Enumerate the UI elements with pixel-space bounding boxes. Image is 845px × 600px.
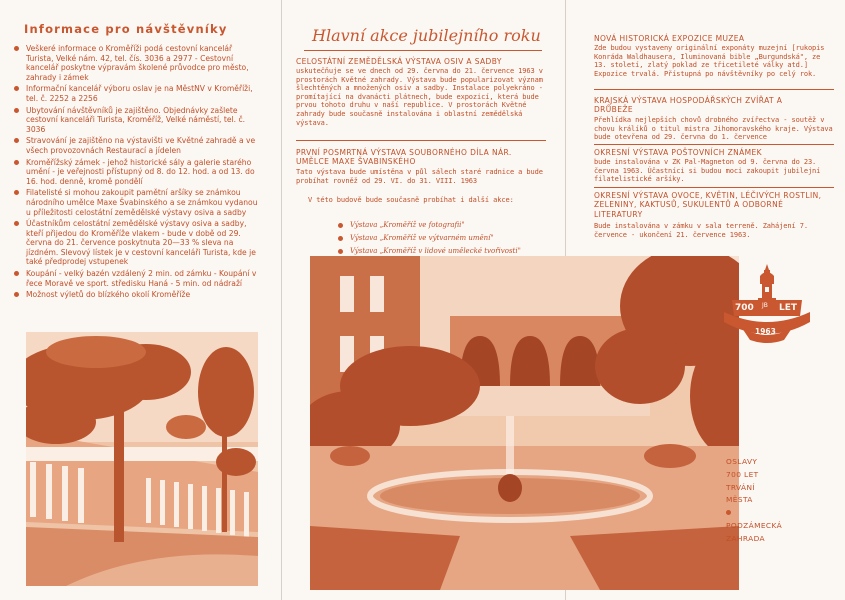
bullet-icon [14, 190, 19, 195]
other-events-intro: V této budově bude současně probíhat i další akce: [308, 196, 514, 204]
bullet-icon [14, 292, 19, 297]
svabinsky-exhibition-text: Tato výstava bude umístěna v půl sálech staré radnice a bude probíhat rovněž od 29. VI. do 31. VIII. 1963 [296, 168, 543, 185]
fruit-exhibition-heading: OKRESNÍ VÝSTAVA OVOCE, KVĚTIN, LÉČIVÝCH ROSTLIN, ZELENINY, KAKTUSŮ, SUKULENTŮ A ODBORNÉ LITERATURY [594, 191, 822, 219]
divider-3 [594, 187, 834, 188]
bullet-icon [14, 221, 19, 226]
stamps-exhibition-text: bude instalována v ZK Pal-Magneton od 9. června do 23. června 1963. Účastníci si budou moci zakoupit jubilejní filatelistické aršíky. [594, 158, 821, 184]
museum-exhibition-text: Zde budou vystaveny originální exponáty muzejní [rukopis Konráda Waldhausera, Iluminovaná bible „Burgundská", ze 13. století, zlatý poklad ze třicetileté války atd.] Expozice trvalá. Přístupná po návštěvníky po celý rok. [594, 44, 825, 78]
bullet-icon [338, 249, 343, 254]
info-item-text: Veškeré informace o Kroměříži podá cestovní kancelář Turista, Velké nám. 42, tel. čís. 3036 a 2977 - Cestovní kancelář poskytne výpravám školené průvodce pro město, zahrady i zámek [26, 44, 249, 82]
livestock-exhibition-heading: KRAJSKÁ VÝSTAVA HOSPODÁŘSKÝCH ZVÍŘAT A DRŮBEŽE [594, 96, 783, 115]
info-list-item [12, 188, 262, 217]
divider-1 [594, 89, 834, 90]
exhibition-item-text: Výstava „Kroměříž v lidové umělecké tvořivosti" [350, 247, 521, 255]
colonnade-photo [26, 332, 258, 586]
info-item-text: Ubytování návštěvníků je zajištěno. Objednávky zašlete cestovní kanceláři Turista, Kroměříž, Velké náměstí, tel. č. 3036 [26, 105, 246, 134]
bullet-icon [14, 271, 19, 276]
side-line-2: 700 LET [726, 469, 759, 479]
logo-small: JB [762, 302, 768, 309]
info-item-text: Účastníkům celostátní zemědělské výstavy osiva a sadby, kteří přijedou do Kroměříže vlakem - bude v době od 29. června do 21. července poskytnuta 20—33 % sleva na jízdném. Slevový lístek je v cestovní kanceláři Turista, kde je také předprodej vstupenek [26, 219, 256, 267]
title-underline [304, 50, 542, 51]
info-list-item [12, 219, 262, 267]
logo-year: 1963 [755, 327, 776, 336]
divider-2 [594, 144, 834, 145]
exhibition-list [338, 219, 538, 258]
bullet-icon [14, 138, 19, 143]
info-list-item [12, 290, 262, 300]
bullet-icon [14, 108, 19, 113]
exhibition-item-text: Výstava „Kroměříž ve výtvarném umění" [350, 234, 494, 242]
section-divider [296, 140, 546, 141]
info-list-item [12, 106, 262, 135]
info-list-item [12, 158, 262, 187]
colonnade-photo-image [26, 332, 258, 586]
info-item-text: Kroměřížský zámek - jehož historické sály a galerie starého umění - je veřejnosti přístupný od 8. do 12. hod. a od 13. do 16. hod. denně, kromě pondělí [26, 157, 255, 186]
seed-exhibition-text: uskutečňuje se ve dnech od 29. června do 21. července 1963 v prostorách Květné zahrady. Výstava bude popularizovat význam šlechtěných a množených osiv a sadby. Instalace polyekráno - promítající na dvanácti plátnech, bude expozicí, která bude prvou tohoto druhu v naší republice. V prostorách Květné zahrady bude současně instalována i oblastní zemědělská výstava. [296, 67, 543, 127]
panel-main-events [282, 0, 565, 600]
side-line-5: PODZÁMECKÁ [726, 520, 783, 530]
logo-700: 700 [735, 303, 754, 313]
logo-let: LET [779, 303, 798, 313]
bullet-icon [14, 160, 19, 165]
main-events-title: Hlavní akce jubilejního roku [312, 26, 541, 45]
side-line-1: OSLAVY [726, 457, 758, 466]
celebration-sidebar [726, 456, 782, 546]
exhibition-item-text: Výstava „Kroměříž ve fotografii" [350, 221, 465, 229]
exhibition-item [338, 219, 538, 232]
side-line-3: TRVÁNÍ [726, 482, 755, 492]
info-item-text: Informační kancelář výboru oslav je na MěstNV v Kroměříži, tel. č. 2252 a 2256 [26, 84, 253, 103]
side-bullet [726, 510, 731, 515]
fruit-exhibition-text: Bude instalována v zámku v sala terreně. Zahájení 7. července - ukončení 21. července 1963. [594, 222, 808, 239]
info-item-text: Možnost výletů do blízkého okolí Kroměříže [26, 290, 191, 300]
seed-exhibition-heading: CELOSTÁTNÍ ZEMĚDĚLSKÁ VÝSTAVA OSIV A SADBY [296, 57, 502, 66]
bullet-icon [338, 236, 343, 241]
svabinsky-exhibition-heading: PRVNÍ POSMRTNÁ VÝSTAVA SOUBORNÉHO DÍLA NÁR. UMĚLCE MAXE ŠVABINSKÉHO [296, 148, 512, 167]
panel-exhibitions [566, 0, 845, 600]
bullet-icon [14, 46, 19, 51]
info-list-item [12, 84, 262, 103]
panel-visitor-info [0, 0, 281, 600]
stamps-exhibition-heading: OKRESNÍ VÝSTAVA POŠTOVNÍCH ZNÁMEK [594, 148, 762, 157]
anniversary-logo [722, 262, 812, 348]
museum-exhibition-heading: NOVÁ HISTORICKÁ EXPOZICE MUZEA [594, 34, 745, 43]
info-list-item [12, 269, 262, 288]
info-item-text: Filatelisté si mohou zakoupit pamětní aršíky se známkou národního umělce Maxe Švabinského a se známkou vydanou u příležitosti celostátní zemědělské výstavy osiva a sadby [26, 188, 258, 217]
exhibition-item [338, 232, 538, 245]
info-list-item [12, 44, 262, 82]
visitor-info-list [12, 44, 262, 302]
info-list-item [12, 136, 262, 155]
bullet-icon [14, 86, 19, 91]
side-line-6: ZAHRADA [726, 533, 765, 543]
side-line-4: MĚSTA [726, 495, 753, 505]
info-item-text: Koupání - velký bazén vzdálený 2 min. od zámku - Koupání v řece Moravě ve sport. středisku Haná - 5 min. od nádraží [26, 269, 257, 288]
visitor-info-heading: Informace pro návštěvníky [24, 22, 228, 36]
info-item-text: Stravování je zajištěno na výstavišti ve Květné zahradě a ve všech provozovnách Restaurací a jídelen [26, 136, 256, 155]
livestock-exhibition-text: Přehlídka nejlepších chovů drobného zvířectva - soutěž v chovu králíků o titul mistra Jihomoravského kraje. Výstava bude otevřena od 29. června do 1. července [594, 116, 833, 142]
bullet-icon [338, 223, 343, 228]
